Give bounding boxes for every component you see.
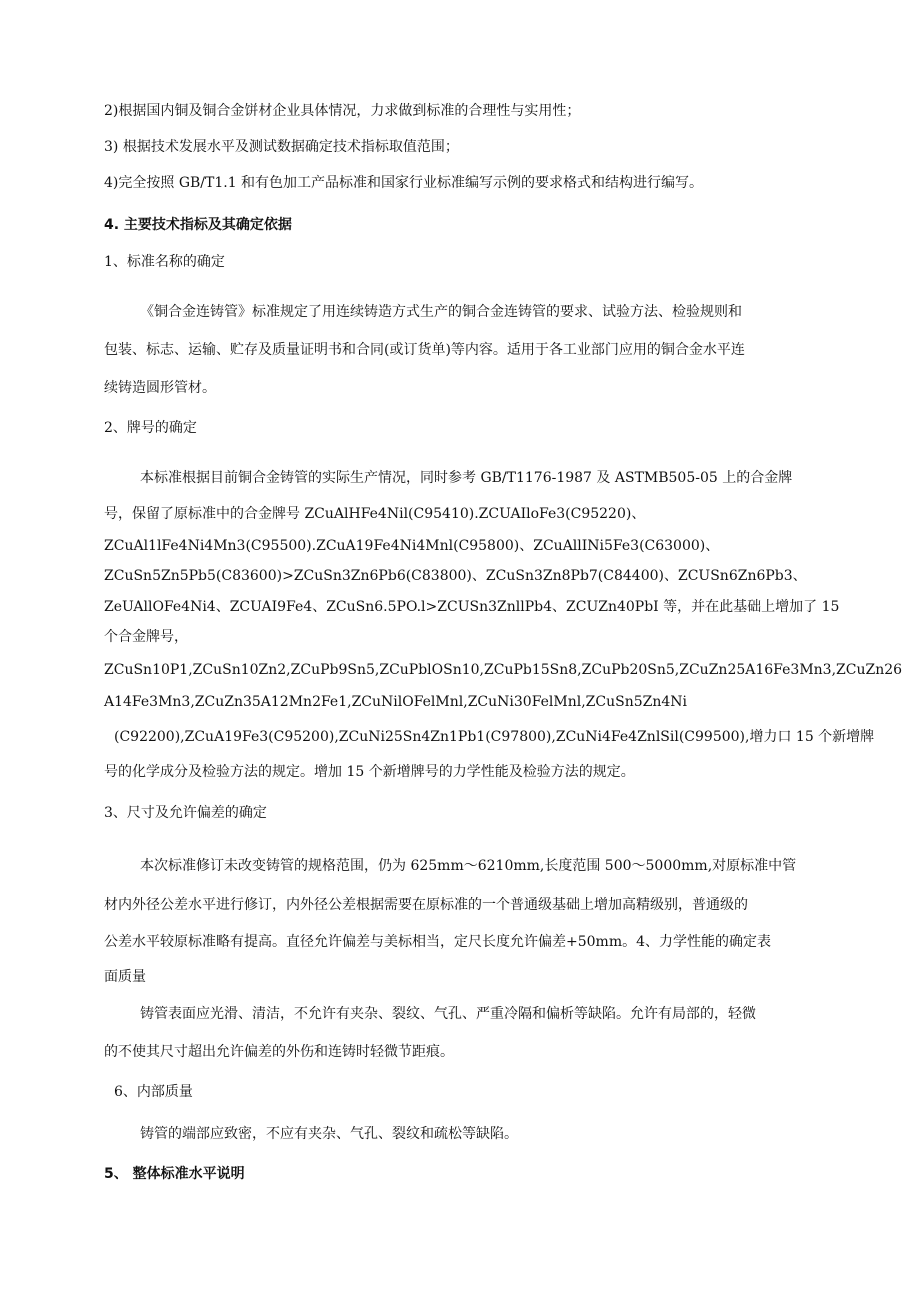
paragraph-line: 材内外径公差水平进行修订，内外径公差根据需要在原标准的一个普通级基础上增加高精级别，普通级的: [104, 897, 748, 913]
paragraph-line: 2)根据国内铜及铜合金饼材企业具体情况，力求做到标准的合理性与实用性；: [104, 103, 581, 119]
paragraph-line: 3) 根据技术发展水平及测试数据确定技术指标取值范围；: [104, 139, 459, 155]
paragraph-line: 续铸造圆形管材。: [104, 380, 216, 396]
paragraph-line: 《铜合金连铸管》标准规定了用连续铸造方式生产的铜合金连铸管的要求、试验方法、检验规则和: [140, 304, 742, 320]
section-heading: 4. 主要技术指标及其确定依据: [104, 217, 292, 233]
paragraph-line: 号的化学成分及检验方法的规定。增加 15 个新增牌号的力学性能及检验方法的规定。: [104, 764, 635, 780]
subsection-heading: 1、标准名称的确定: [104, 254, 225, 270]
paragraph-line: 号，保留了原标准中的合金牌号 ZCuAlHFe4Nil(C95410).ZCUAIloFe3(C95220)、: [104, 506, 646, 522]
paragraph-line: ZCuSn5Zn5Pb5(C83600)>ZCuSn3Zn6Pb6(C83800)、ZCuSn3Zn8Pb7(C84400)、ZCUSn6Zn6Pb3、: [104, 568, 807, 584]
paragraph-line: 本标准根据目前铜合金铸管的实际生产情况，同时参考 GB/T1176-1987 及 ASTMB505-05 上的合金牌: [140, 470, 793, 486]
paragraph-line: ZCuAl1lFe4Ni4Mn3(C95500).ZCuA19Fe4Ni4Mnl(C95800)、ZCuAllINi5Fe3(C63000)、: [104, 538, 720, 554]
paragraph-line: 铸管表面应光滑、清洁，不允许有夹杂、裂纹、气孔、严重冷隔和偏析等缺陷。允许有局部的，轻微: [140, 1006, 756, 1022]
paragraph-line: A14Fe3Mn3,ZCuZn35A12Mn2Fe1,ZCuNilOFelMnl,ZCuNi30FelMnl,ZCuSn5Zn4Ni: [104, 694, 688, 710]
paragraph-line: 包装、标志、运输、贮存及质量证明书和合同(或订货单)等内容。适用于各工业部门应用的铜合金水平连: [104, 342, 745, 358]
subsection-heading: 3、尺寸及允许偏差的确定: [104, 805, 267, 821]
subsection-heading: 6、内部质量: [114, 1084, 193, 1100]
section-heading: 5、 整体标准水平说明: [104, 1166, 245, 1182]
paragraph-line: 公差水平较原标准略有提高。直径允许偏差与美标相当，定尺长度允许偏差+50mm。4、力学性能的确定表: [104, 934, 772, 950]
paragraph-line: ZCuSn10P1,ZCuSn10Zn2,ZCuPb9Sn5,ZCuPblOSn10,ZCuPb15Sn8,ZCuPb20Sn5,ZCuZn25A16Fe3Mn3,ZCuZn26: [104, 662, 903, 678]
subsection-heading: 2、牌号的确定: [104, 420, 197, 436]
paragraph-line: 的不使其尺寸超出允许偏差的外伤和连铸时轻微节距痕。: [104, 1044, 454, 1060]
paragraph-line: 本次标准修订未改变铸管的规格范围，仍为 625mm～6210mm,长度范围 500～5000mm,对原标准中管: [140, 858, 797, 874]
paragraph-line: 个合金牌号，: [104, 629, 188, 645]
paragraph-line: 4)完全按照 GB/T1.1 和有色加工产品标准和国家行业标准编写示例的要求格式和结构进行编写。: [104, 175, 704, 191]
paragraph-line: 面质量: [104, 969, 146, 985]
paragraph-line: 铸管的端部应致密，不应有夹杂、气孔、裂纹和疏松等缺陷。: [140, 1126, 518, 1142]
paragraph-line: ZeUAllOFe4Ni4、ZCUAI9Fe4、ZCuSn6.5PO.l>ZCUSn3ZnllPb4、ZCUZn40PbI 等，并在此基础上增加了 15: [104, 599, 840, 615]
paragraph-line: (C92200),ZCuA19Fe3(C95200),ZCuNi25Sn4Zn1Pb1(C97800),ZCuNi4Fe4ZnlSil(C99500),增力口 15 个新增牌: [114, 729, 875, 745]
